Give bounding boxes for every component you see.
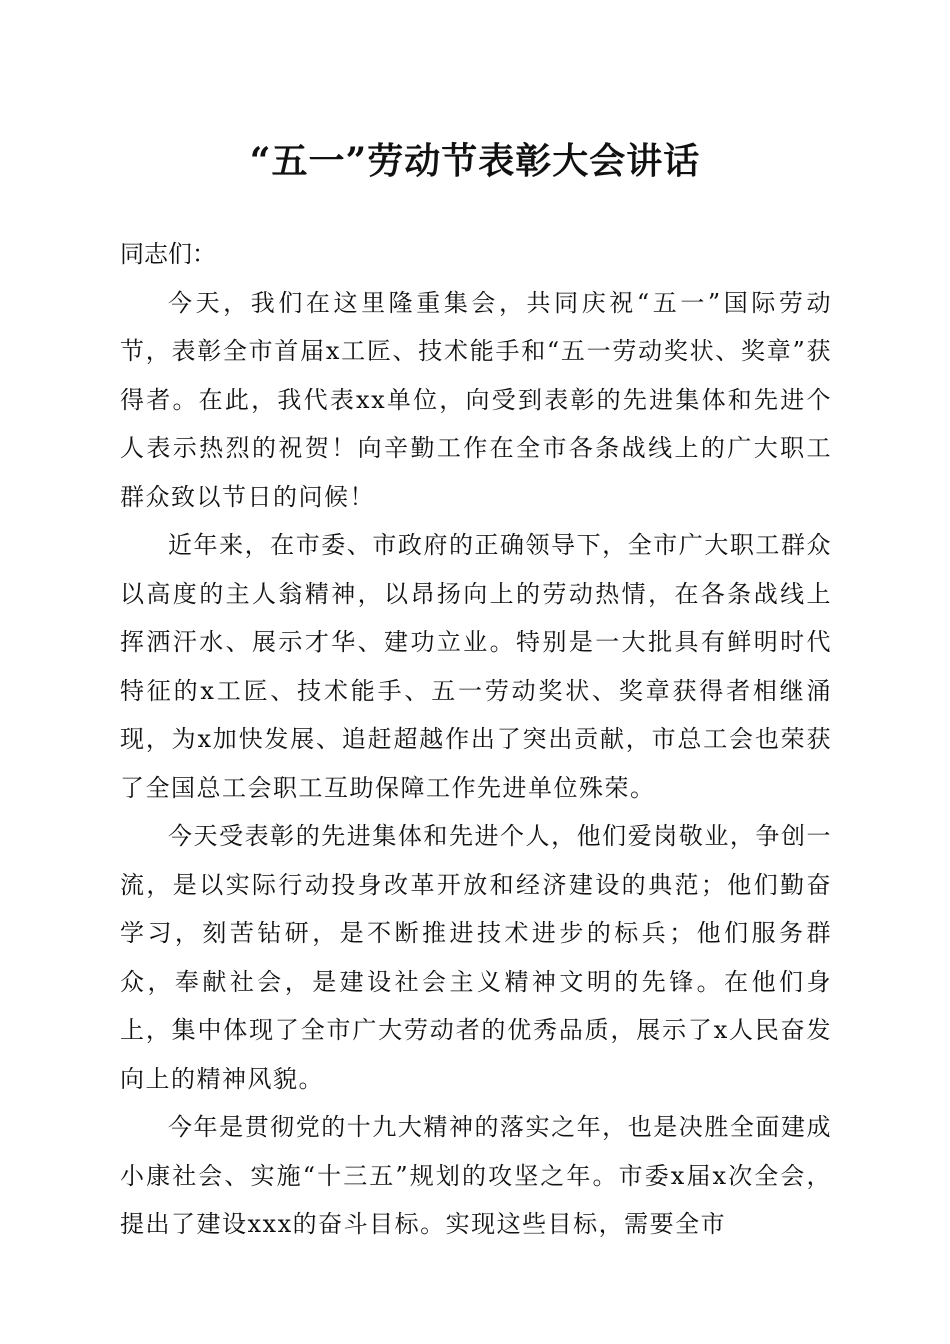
document-title: “五一”劳动节表彰大会讲话 — [249, 140, 701, 182]
salutation: 同志们： — [120, 240, 216, 268]
paragraph: 今年是贯彻党的十九大精神的落实之年，也是决胜全面建成小康社会、实施“十三五”规划的攻坚之年。市委x届x次全会，提出了建设xxx的奋斗目标。实现这些目标，需要全市 — [120, 1113, 832, 1238]
paragraph: 今天受表彰的先进集体和先进个人，他们爱岗敬业，争创一流，是以实际行动投身改革开放和经济建设的典范；他们勤奋学习，刻苦钻研，是不断推进技术进步的标兵；他们服务群众，奉献社会，是建设社会主义精神文明的先锋。在他们身上，集中体现了全市广大劳动者的优秀品质，展示了x人民奋发向上的精神风貌。 — [120, 822, 832, 1093]
paragraph: 近年来，在市委、市政府的正确领导下，全市广大职工群众以高度的主人翁精神，以昂扬向上的劳动热情，在各条战线上挥洒汗水、展示才华、建功立业。特别是一大批具有鲜明时代特征的x工匠、技术能手、五一劳动奖状、奖章获得者相继涌现，为x加快发展、追赶超越作出了突出贡献，市总工会也荣获了全国总工会职工互助保障工作先进单位殊荣。 — [120, 531, 832, 802]
document-body — [120, 230, 832, 1249]
paragraph: 今天，我们在这里隆重集会，共同庆祝“五一”国际劳动节，表彰全市首届x工匠、技术能手和“五一劳动奖状、奖章”获得者。在此，我代表xx单位，向受到表彰的先进集体和先进个人表示热烈的祝贺！向辛勤工作在全市各条战线上的广大职工群众致以节日的问候！ — [120, 288, 832, 511]
